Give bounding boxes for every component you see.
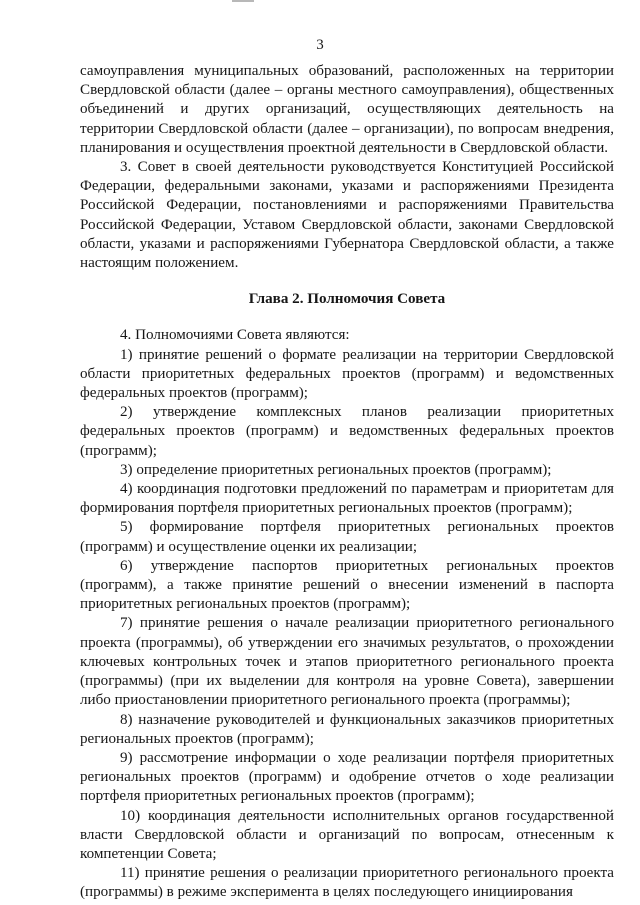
list-item: 5) формирование портфеля приоритетных региональных проектов (программ) и осуществление оценки их реализации; xyxy=(80,519,614,555)
list-item: 11) принятие решения о реализации приоритетного регионального проекта (программы) в режиме эксперимента в целях последующего инициирования xyxy=(80,865,614,901)
document-body xyxy=(80,62,614,903)
paragraph-item-3: 3. Совет в своей деятельности руководствуется Конституцией Российской Федерации, федеральными законами, указами и распоряжениями Президента Российской Федерации, постановлениями и распоряжениями Правительства Российской Федерации, Уставом Свердловской области, законами Свердловской области, указами и распоряжениями Губернатора Свердловской области, а также настоящим положением. xyxy=(80,159,614,272)
list-item: 10) координация деятельности исполнительных органов государственной власти Свердловской области и организаций по вопросам, отнесенным к компетенции Совета; xyxy=(80,807,614,862)
list-item: 1) принятие решений о формате реализации на территории Свердловской области приоритетных федеральных проектов (программ) и ведомственных федеральных проектов (программ); xyxy=(80,346,614,402)
chapter-heading: Глава 2. Полномочия Совета xyxy=(248,291,446,308)
paragraph-item-4-intro: 4. Полномочиями Совета являются: xyxy=(120,327,350,344)
list-item: 9) рассмотрение информации о ходе реализации портфеля приоритетных региональных проектов (программ) и одобрение отчетов о ходе реализации портфеля приоритетных региональных проектов (программ); xyxy=(80,749,614,805)
scan-artifact-mark xyxy=(232,0,254,2)
list-item: 7) принятие решения о начале реализации приоритетного регионального проекта (программы), об утверждении его значимых результатов, о прохождении ключевых контрольных точек и этапов приоритетного регионального проекта (программы) (при их выделении для контроля на уровне Совета), завершении либо приостановлении приоритетного регионального проекта (программы); xyxy=(80,615,614,709)
list-item: 4) координация подготовки предложений по параметрам и приоритетам для формирования портфеля приоритетных региональных проектов (программ); xyxy=(80,481,614,517)
list-item: 2) утверждение комплексных планов реализации приоритетных федеральных проектов (программ) и ведомственных федеральных проектов (программ); xyxy=(80,404,614,459)
list-item: 3) определение приоритетных региональных проектов (программ); xyxy=(120,461,552,478)
list-item: 6) утверждение паспортов приоритетных региональных проектов (программ), а также принятие решений о внесении изменений в паспорта приоритетных региональных проектов (программ); xyxy=(80,557,614,613)
page-number: 3 xyxy=(316,37,324,53)
list-item: 8) назначение руководителей и функциональных заказчиков приоритетных региональных проектов (программ); xyxy=(80,711,614,747)
paragraph-continuation: самоуправления муниципальных образований, расположенных на территории Свердловской области (далее – органы местного самоуправления), общественных объединений и других организаций, осуществляющих деятельность на территории Свердловской области (далее – организации), по вопросам внедрения, планирования и осуществления проектной деятельности в Свердловской области. xyxy=(80,63,614,156)
